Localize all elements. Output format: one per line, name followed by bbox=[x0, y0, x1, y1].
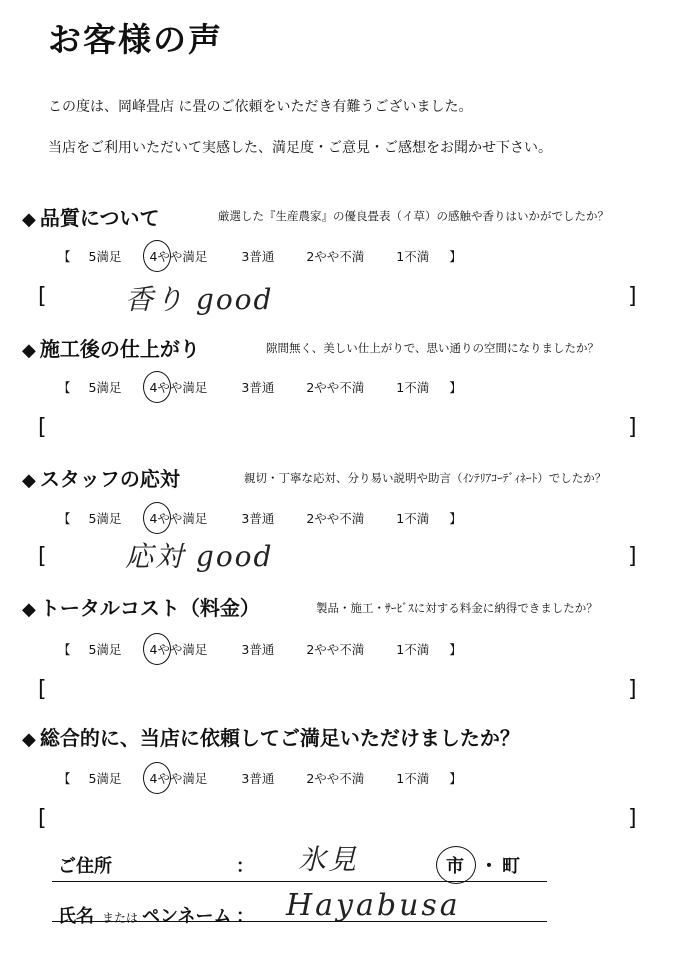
bracket-open: [ bbox=[38, 415, 47, 440]
rating-3[interactable]: 3普通 bbox=[241, 511, 275, 526]
rating-5[interactable]: 5満足 bbox=[88, 771, 122, 786]
rating-scale-5[interactable]: 【 5満足 4やや満足 3普通 2やや不満 1不満 】 bbox=[58, 771, 462, 786]
rating-4-selected[interactable]: 4やや満足 bbox=[149, 642, 208, 657]
rating-4-selected[interactable]: 4やや満足 bbox=[149, 249, 208, 264]
answer-3[interactable]: 応対 good bbox=[125, 540, 274, 573]
rating-2[interactable]: 2やや不満 bbox=[306, 380, 365, 395]
diamond-icon: ◆ bbox=[22, 470, 36, 491]
bracket-open: [ bbox=[38, 544, 47, 569]
name-colon: ： bbox=[236, 906, 254, 927]
bracket-close: ] bbox=[628, 677, 637, 702]
address-label: ご住所 bbox=[58, 856, 112, 877]
diamond-icon: ◆ bbox=[22, 209, 36, 230]
rating-scale-3[interactable]: 【 5満足 4やや満足 3普通 2やや不満 1不満 】 bbox=[58, 511, 462, 526]
question-4-desc: 製品・施工・ｻｰﾋﾞｽに対する料金に納得できましたか？ bbox=[316, 601, 598, 615]
intro-line-1: この度は、岡峰畳店 に畳のご依頼をいただき有難うございました。 bbox=[48, 99, 473, 115]
rating-2[interactable]: 2やや不満 bbox=[306, 249, 365, 264]
question-2-desc: 隙間無く、美しい仕上がりで、思い通りの空間になりましたか？ bbox=[266, 341, 600, 355]
question-2-title: ◆ 施工後の仕上がり bbox=[22, 337, 200, 361]
bracket-open: [ bbox=[38, 677, 47, 702]
name-label: 氏名 または ペンネーム bbox=[58, 906, 232, 927]
rating-4-selected[interactable]: 4やや満足 bbox=[149, 771, 208, 786]
rating-1[interactable]: 1不満 bbox=[396, 380, 430, 395]
rating-1[interactable]: 1不満 bbox=[396, 771, 430, 786]
question-3-title: ◆ スタッフの応対 bbox=[22, 467, 180, 491]
diamond-icon: ◆ bbox=[22, 599, 36, 620]
bracket-close: ] bbox=[628, 284, 637, 309]
address-value[interactable]: 氷見 bbox=[298, 843, 359, 876]
address-dot: ・ bbox=[480, 856, 498, 877]
rating-4-selected[interactable]: 4やや満足 bbox=[149, 380, 208, 395]
question-1-title: ◆ 品質について bbox=[22, 206, 160, 230]
rating-scale-2[interactable]: 【 5満足 4やや満足 3普通 2やや不満 1不満 】 bbox=[58, 380, 462, 395]
bracket-close: ] bbox=[628, 806, 637, 831]
question-3-desc: 親切・丁寧な応対、分り易い説明や助言（ｲﾝﾃﾘｱｺｰﾃﾞｨﾈｰﾄ）でしたか？ bbox=[244, 471, 607, 485]
name-value[interactable]: Hayabusa bbox=[286, 888, 461, 923]
rating-1[interactable]: 1不満 bbox=[396, 511, 430, 526]
diamond-icon: ◆ bbox=[22, 340, 36, 361]
answer-1[interactable]: 香り good bbox=[125, 283, 274, 316]
rating-scale-1[interactable]: 【 5満足 4やや満足 3普通 2やや不満 1不満 】 bbox=[58, 249, 462, 264]
question-5-title: ◆ 総合的に、当店に依頼してご満足いただけましたか？ bbox=[22, 726, 520, 750]
rating-5[interactable]: 5満足 bbox=[88, 511, 122, 526]
rating-3[interactable]: 3普通 bbox=[241, 249, 275, 264]
rating-2[interactable]: 2やや不満 bbox=[306, 771, 365, 786]
rating-2[interactable]: 2やや不満 bbox=[306, 642, 365, 657]
bracket-open: [ bbox=[38, 284, 47, 309]
rating-scale-4[interactable]: 【 5満足 4やや満足 3普通 2やや不満 1不満 】 bbox=[58, 642, 462, 657]
rating-2[interactable]: 2やや不満 bbox=[306, 511, 365, 526]
intro-line-2: 当店をご利用いただいて実感した、満足度・ご意見・ご感想をお聞かせ下さい。 bbox=[48, 140, 552, 156]
rating-1[interactable]: 1不満 bbox=[396, 642, 430, 657]
rating-3[interactable]: 3普通 bbox=[241, 642, 275, 657]
rating-1[interactable]: 1不満 bbox=[396, 249, 430, 264]
rating-5[interactable]: 5満足 bbox=[88, 642, 122, 657]
rating-3[interactable]: 3普通 bbox=[241, 771, 275, 786]
address-underline bbox=[52, 881, 547, 882]
address-colon: ： bbox=[236, 856, 254, 877]
bracket-close: ] bbox=[628, 544, 637, 569]
diamond-icon: ◆ bbox=[22, 729, 36, 750]
rating-3[interactable]: 3普通 bbox=[241, 380, 275, 395]
page-title: お客様の声 bbox=[48, 20, 223, 59]
question-1-desc: 厳選した『生産農家』の優良畳表（イ草）の感触や香りはいかがでしたか？ bbox=[218, 209, 609, 223]
bracket-close: ] bbox=[628, 415, 637, 440]
address-city[interactable]: 市 bbox=[446, 856, 464, 877]
bracket-open: [ bbox=[38, 806, 47, 831]
question-4-title: ◆ トータルコスト（料金） bbox=[22, 596, 260, 620]
rating-5[interactable]: 5満足 bbox=[88, 249, 122, 264]
name-underline bbox=[52, 921, 547, 922]
rating-5[interactable]: 5満足 bbox=[88, 380, 122, 395]
rating-4-selected[interactable]: 4やや満足 bbox=[149, 511, 208, 526]
address-town[interactable]: 町 bbox=[502, 856, 520, 877]
